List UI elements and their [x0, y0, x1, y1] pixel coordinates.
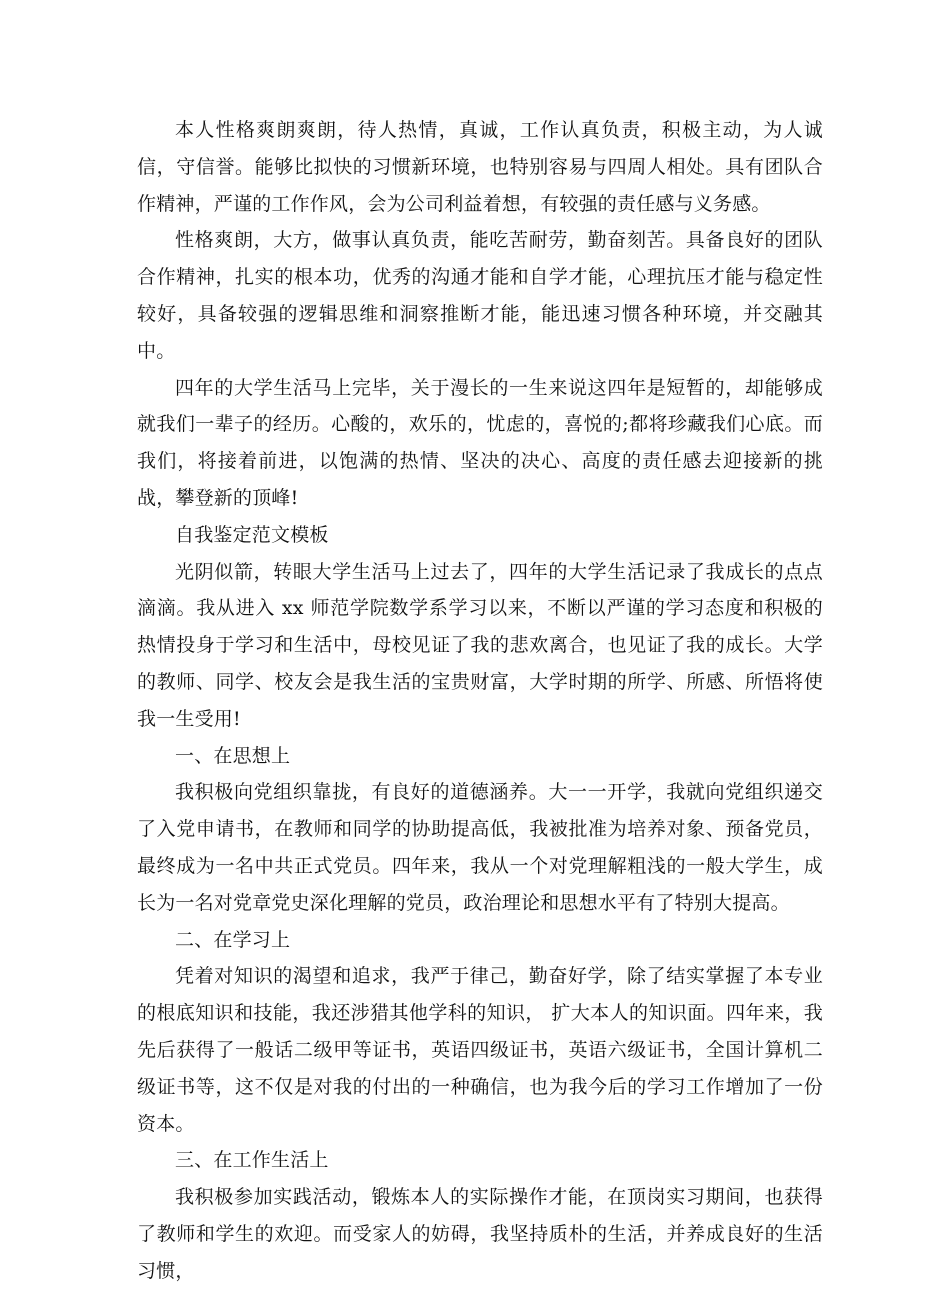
- document-page: [137, 112, 823, 1290]
- section-body-study: 凭着对知识的渴望和追求，我严于律己，勤奋好学，除了结实掌握了本专业的根底知识和技能，我还涉猎其他学科的知识， 扩大本人的知识面。四年来，我先后获得了一般话二级甲等证书，英语四级证书，英语六级证书，全国计算机二级证书等，这不仅是对我的付出的一种确信，也为我今后的学习工作增加了一份资本。: [137, 965, 823, 1135]
- paragraph-four-years: 四年的大学生活马上完毕，关于漫长的一生来说这四年是短暂的，却能够成就我们一辈子的经历。心酸的，欢乐的，忧虑的，喜悦的;都将珍藏我们心底。而我们，将接着前进，以饱满的热情、坚决的决心、高度的责任感去迎接新的挑战，攀登新的顶峰!: [137, 376, 823, 509]
- paragraph-personality: 本人性格爽朗爽朗，待人热情，真诚，工作认真负责，积极主动，为人诚信，守信誉。能够比拟快的习惯新环境，也特别容易与四周人相处。具有团队合作精神，严谨的工作作风，会为公司利益着想，有较强的责任感与义务感。: [137, 119, 823, 215]
- template-title: 自我鉴定范文模板: [175, 523, 329, 546]
- section-heading-study: 二、在学习上: [175, 928, 291, 951]
- paragraph-character: 性格爽朗，大方，做事认真负责，能吃苦耐劳，勤奋刻苦。具备良好的团队合作精神，扎实的根本功，优秀的沟通才能和自学才能，心理抗压才能与稳定性较好，具备较强的逻辑思维和洞察推断才能，能迅速习惯各种环境，并交融其中。: [137, 229, 823, 362]
- section-body-thought: 我积极向党组织靠拢，有良好的道德涵养。大一一开学，我就向党组织递交了入党申请书，在教师和同学的协助提高低，我被批准为培养对象、预备党员，最终成为一名中共正式党员。四年来，我从一个对党理解粗浅的一般大学生，成长为一名对党章党史深化理解的党员，政治理论和思想水平有了特别大提高。: [137, 781, 823, 914]
- section-heading-thought: 一、在思想上: [175, 744, 291, 767]
- paragraph-intro: 光阴似箭，转眼大学生活马上过去了，四年的大学生活记录了我成长的点点滴滴。我从进入 xx 师范学院数学系学习以来，不断以严谨的学习态度和积极的热情投身于学习和生活中，母校见证了我的悲欢离合，也见证了我的成长。大学的教师、同学、校友会是我生活的宝贵财富，大学时期的所学、所感、所悟将使我一生受用!: [137, 560, 823, 730]
- section-body-work-life: 我积极参加实践活动，锻炼本人的实际操作才能，在顶岗实习期间，也获得了教师和学生的欢迎。而受家人的妨碍，我坚持质朴的生活，并养成良好的生活习惯，: [137, 1186, 823, 1282]
- section-heading-work-life: 三、在工作生活上: [175, 1149, 329, 1172]
